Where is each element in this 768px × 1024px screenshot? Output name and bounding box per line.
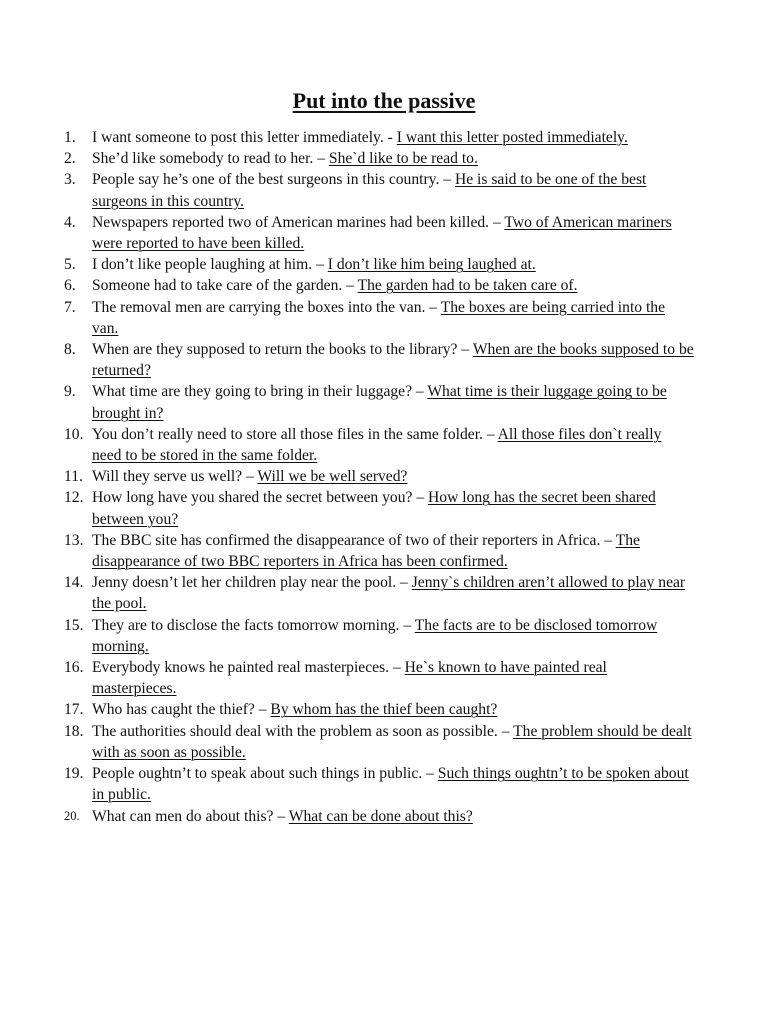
- item-question: People say he’s one of the best surgeons in this country. –: [92, 171, 452, 189]
- item-answer: When are the books supposed to be returned?: [92, 341, 694, 380]
- item-question: The authorities should deal with the problem as soon as possible. –: [92, 722, 510, 740]
- item-answer: He is said to be one of the best surgeons in this country.: [92, 171, 647, 210]
- exercise-item: [64, 148, 694, 169]
- exercise-item: [64, 381, 694, 423]
- item-answer: How long has the secret been shared between you?: [92, 489, 656, 528]
- item-question: Everybody knows he painted real masterpieces. –: [92, 659, 401, 677]
- item-question: People oughtn’t to speak about such things in public. –: [92, 765, 434, 783]
- item-question: What time are they going to bring in their luggage? –: [92, 383, 424, 401]
- exercise-list: [64, 127, 694, 827]
- exercise-item: [64, 572, 694, 614]
- item-number: 13.: [64, 531, 84, 549]
- item-answer: The disappearance of two BBC reporters in Africa has been confirmed.: [92, 531, 640, 571]
- item-number: 16.: [64, 659, 84, 677]
- item-question: Will they serve us well? –: [92, 468, 254, 486]
- item-question: The BBC site has confirmed the disappearance of two of their reporters in Africa. –: [92, 531, 613, 549]
- exercise-item: [64, 806, 694, 827]
- item-number: 6.: [64, 277, 76, 295]
- item-answer: By whom has the thief been caught?: [270, 701, 498, 719]
- item-answer: The facts are to be disclosed tomorrow morning.: [92, 616, 658, 655]
- item-number: 19.: [64, 765, 84, 783]
- item-answer: Such things oughtn’t to be spoken about in public.: [92, 765, 689, 804]
- exercise-item: [64, 169, 694, 211]
- item-answer: I don’t like him being laughed at.: [327, 256, 536, 274]
- item-number: 9.: [64, 383, 76, 401]
- exercise-item: [64, 212, 694, 254]
- item-number: 20.: [64, 808, 80, 823]
- exercise-item: [64, 721, 694, 763]
- item-question: I want someone to post this letter immediately. -: [92, 129, 393, 146]
- item-answer: The problem should be dealt with as soon as possible.: [92, 722, 692, 761]
- exercise-item: [64, 530, 694, 572]
- exercise-item: [64, 763, 694, 805]
- item-answer: All those files don`t really need to be stored in the same folder.: [92, 425, 662, 465]
- item-number: 15.: [64, 616, 84, 634]
- item-number: 12.: [64, 489, 84, 507]
- item-question: She’d like somebody to read to her. –: [92, 150, 325, 168]
- item-answer: Will we be well served?: [257, 468, 408, 486]
- item-answer: Jenny`s children aren’t allowed to play near the pool.: [92, 574, 686, 613]
- exercise-item: [64, 339, 694, 381]
- exercise-item: [64, 424, 694, 466]
- item-number: 3.: [64, 171, 76, 189]
- item-number: 7.: [64, 298, 76, 316]
- item-number: 4.: [64, 213, 76, 231]
- item-question: Jenny doesn’t let her children play near the pool. –: [92, 574, 408, 592]
- item-number: 10.: [64, 425, 84, 443]
- item-question: Who has caught the thief? –: [92, 701, 267, 719]
- item-answer: She`d like to be read to.: [328, 150, 478, 168]
- exercise-item: [64, 699, 694, 720]
- exercise-item: [64, 297, 694, 339]
- exercise-item: [64, 254, 694, 275]
- item-answer: He`s known to have painted real masterpieces.: [92, 659, 607, 698]
- item-number: 17.: [64, 701, 84, 719]
- item-question: I don’t like people laughing at him. –: [92, 256, 324, 274]
- item-number: 8.: [64, 341, 76, 359]
- exercise-item: [64, 275, 694, 296]
- item-number: 1.: [64, 129, 76, 146]
- exercise-item: [64, 466, 694, 487]
- item-question: Someone had to take care of the garden. –: [92, 277, 354, 295]
- item-question: The removal men are carrying the boxes into the van. –: [92, 298, 438, 316]
- item-number: 14.: [64, 574, 84, 592]
- item-answer: What can be done about this?: [288, 807, 473, 825]
- item-answer: I want this letter posted immediately.: [396, 129, 628, 146]
- item-question: How long have you shared the secret between you? –: [92, 489, 425, 507]
- item-question: What can men do about this? –: [92, 807, 286, 825]
- item-number: 5.: [64, 256, 76, 274]
- exercise-item: [64, 657, 694, 699]
- exercise-item: [64, 127, 694, 148]
- exercise-item: [64, 487, 694, 529]
- item-number: 2.: [64, 150, 76, 168]
- item-answer: Two of American mariners were reported to have been killed.: [92, 213, 672, 253]
- item-number: 11.: [64, 468, 83, 486]
- item-answer: The garden had to be taken care of.: [357, 277, 578, 295]
- exercise-item: [64, 615, 694, 657]
- item-answer: The boxes are being carried into the van.: [92, 298, 666, 337]
- item-question: They are to disclose the facts tomorrow morning. –: [92, 616, 412, 634]
- item-answer: What time is their luggage going to be brought in?: [92, 383, 667, 422]
- item-question: When are they supposed to return the books to the library? –: [92, 341, 470, 359]
- item-number: 18.: [64, 722, 84, 740]
- item-question: You don’t really need to store all those files in the same folder. –: [92, 425, 495, 443]
- item-question: Newspapers reported two of American marines had been killed. –: [92, 213, 501, 231]
- page-title: Put into the passive: [292, 88, 476, 113]
